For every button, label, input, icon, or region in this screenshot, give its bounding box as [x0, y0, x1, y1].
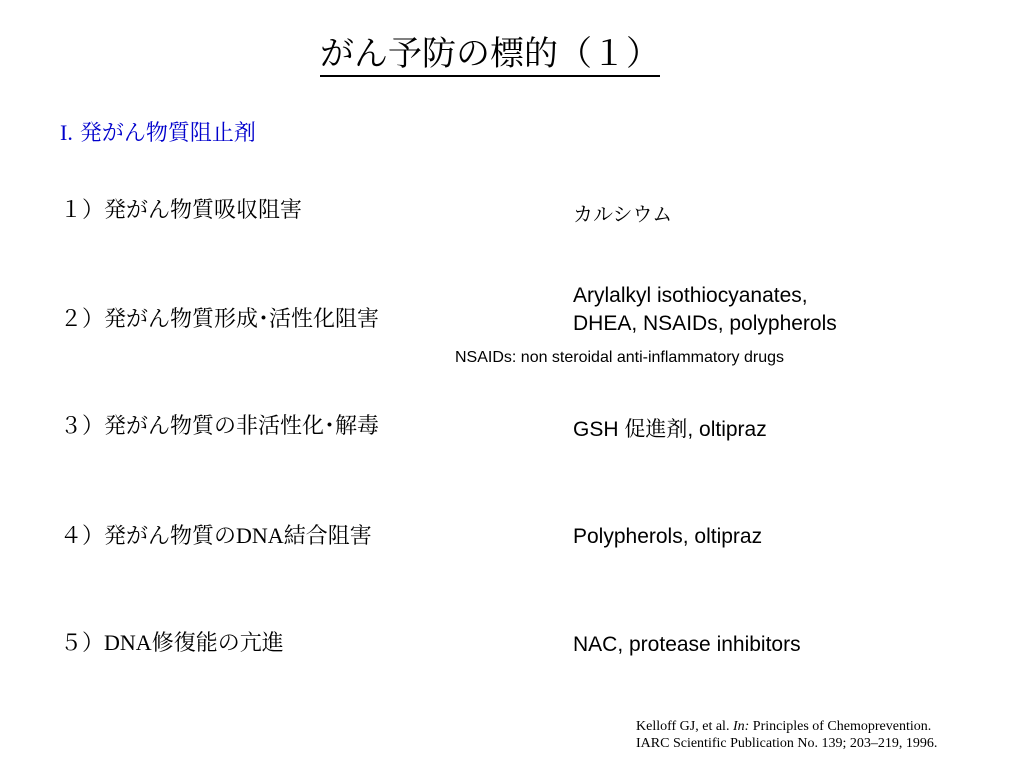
- mechanism-3-label: [60, 412, 379, 442]
- mechanism-4-text-dna: DNA: [236, 523, 284, 548]
- mechanism-1-text: １）発がん物質吸収阻害: [60, 198, 303, 223]
- citation-book: Principles of Chemoprevention.: [752, 719, 932, 734]
- mechanism-1-agent: [573, 200, 672, 228]
- mechanism-1-label: [60, 196, 302, 226]
- mechanism-2-label: [60, 305, 379, 335]
- mechanism-5-label: [60, 628, 284, 659]
- mechanism-4-agent: [573, 523, 762, 551]
- section-heading-numeral: I.: [60, 120, 73, 145]
- citation-authors: Kelloff GJ, et al.: [636, 719, 730, 734]
- mechanism-5-text-prefix: ５）: [60, 631, 105, 656]
- citation: [636, 718, 937, 752]
- mechanism-5-agent: [573, 631, 801, 659]
- mechanism-1-agent-line-1: カルシウム: [573, 202, 673, 226]
- mechanism-3-agent: [573, 416, 767, 444]
- slide-title: [0, 30, 980, 78]
- mechanism-3-text: ３）発がん物質の非活性化･解毒: [60, 414, 380, 439]
- mechanism-4-text-prefix: ４）発がん物質の: [60, 524, 237, 549]
- section-heading-text: 発がん物質阻止剤: [79, 121, 256, 146]
- mechanism-2-agent-line-2: DHEA, NSAIDs, polypherols: [573, 312, 837, 335]
- mechanism-2-agents: [573, 282, 837, 338]
- citation-line-1: [636, 718, 937, 735]
- mechanism-5-agent-line-1: NAC, protease inhibitors: [573, 633, 801, 656]
- mechanism-5-text-suffix: 修復能の亢進: [151, 631, 284, 656]
- section-heading: [60, 118, 256, 149]
- mechanism-2-text: ２）発がん物質形成･活性化阻害: [60, 307, 380, 332]
- mechanism-5-text-dna: DNA: [104, 630, 152, 655]
- citation-line-2: IARC Scientific Publication No. 139; 203–219, 1996.: [636, 736, 938, 751]
- citation-in-label: In:: [732, 719, 750, 734]
- mechanism-4-text-suffix: 結合阻害: [283, 524, 372, 549]
- mechanism-4-label: [60, 521, 372, 552]
- mechanism-3-agent-line-1: GSH 促進剤, oltipraz: [573, 418, 767, 441]
- nsaids-footnote: NSAIDs: non steroidal anti-inflammatory drugs: [455, 349, 785, 366]
- mechanism-4-agent-line-1: Polypherols, oltipraz: [573, 525, 763, 548]
- slide-title-text: がん予防の標的（１）: [320, 33, 660, 77]
- mechanism-2-agent-line-1: Arylalkyl isothiocyanates,: [573, 284, 808, 307]
